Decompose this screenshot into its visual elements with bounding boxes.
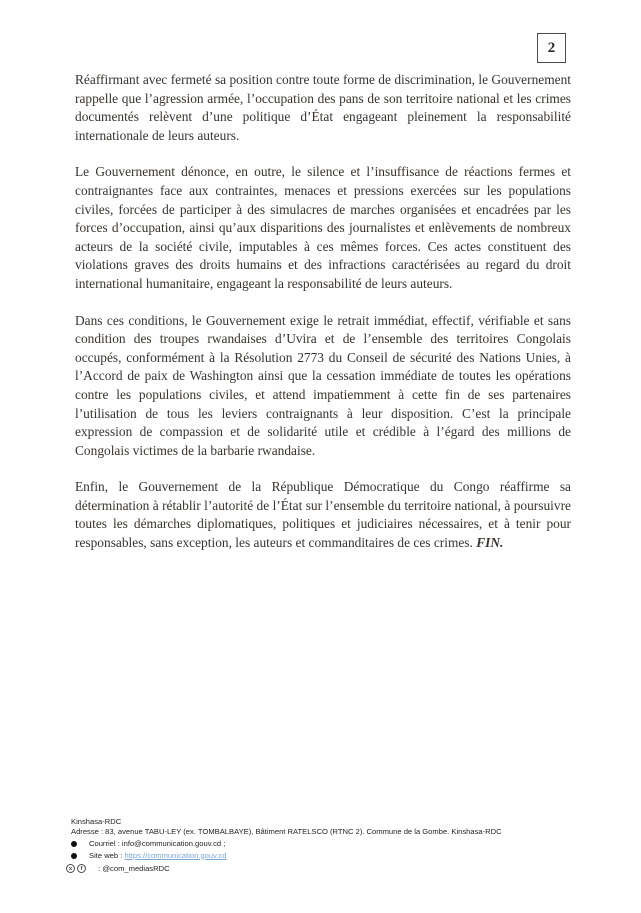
page-number: 2: [547, 39, 556, 56]
footer-email-line: [71, 839, 591, 849]
footer-address: Adresse : 83, avenue TABU-LEY (ex. TOMBALBAYE), Bâtiment RATELSCO (RTNC 2). Commune de la Gombe. Kinshasa-RDC: [71, 827, 502, 837]
footer-social-separator: :: [96, 863, 103, 873]
footer-city: Kinshasa-RDC: [71, 817, 122, 826]
facebook-icon: f: [77, 864, 86, 873]
bullet-icon: [71, 841, 77, 847]
footer-email-value: info@communication.gouv.cd ;: [121, 838, 226, 848]
paragraph-conclusion: [75, 478, 571, 552]
footer-website-link[interactable]: https://communication.gouv.cd: [124, 850, 227, 860]
fin-label: FIN.: [476, 535, 504, 551]
bullet-icon: [71, 853, 77, 859]
page-number-box: [537, 33, 566, 63]
footer-social-line: [66, 864, 591, 874]
document-body: [75, 71, 571, 571]
paragraph-conclusion-text: Enfin, le Gouvernement de la République Démocratique du Congo réaffirme sa détermination à rétablir l’autorité de l’État sur l’ensemble du territoire national, à poursuivre toutes les démarches diplomatiques, politiques et judiciaires nécessaires, et à tenir pour responsables, sans exception, les auteurs et commanditaires de ces crimes.: [75, 479, 571, 551]
page-footer: [68, 817, 591, 874]
twitter-icon: x: [66, 864, 75, 873]
paragraph-reaffirmation: Réaffirmant avec fermeté sa position contre toute forme de discrimination, le Gouvernement rappelle que l’agression armée, l’occupation des pans de son territoire national et les crimes documentés relèvent d’une politique d’État engageant pleinement la responsabilité internationale de leurs auteurs.: [75, 72, 571, 143]
footer-email-label: Courriel :: [89, 838, 122, 848]
paragraph-denonciation: Le Gouvernement dénonce, en outre, le silence et l’insuffisance de réactions fermes et contraignantes face aux contraintes, menaces et pressions exercées sur les populations civiles, forcées de participer à des simulacres de marches organisées et encadrées par les forces d’occupation, ainsi qu’aux disparitions des journalistes et enlèvements de nombreux acteurs de la société civile, imputables à ces mêmes forces. Ces actes constituent des violations graves des droits humains et des infractions caractérisées au regard du droit international humanitaire, engageant la responsabilité de leurs auteurs.: [75, 164, 571, 291]
paragraph-exigences: Dans ces conditions, le Gouvernement exige le retrait immédiat, effectif, vérifiable et sans condition des troupes rwandaises d’Uvira et de l’ensemble des territoires Congolais occupés, conformément à la Résolution 2773 du Conseil de sécurité des Nations Unies, à l’Accord de paix de Washington ainsi que la cessation immédiate de toutes les opérations contre les populations civiles, et attend impatiemment à cette fin de ses partenaires l’utilisation de tous les leviers contraignants à leur disposition. C’est la principale expression de compassion et de solidarité utile et crédible à l’égard des millions de Congolais victimes de la barbarie rwandaise.: [75, 312, 571, 458]
footer-social-handle: @com_mediasRDC: [102, 863, 170, 873]
footer-website-label: Site web :: [89, 850, 125, 860]
footer-website-line: [71, 851, 591, 861]
